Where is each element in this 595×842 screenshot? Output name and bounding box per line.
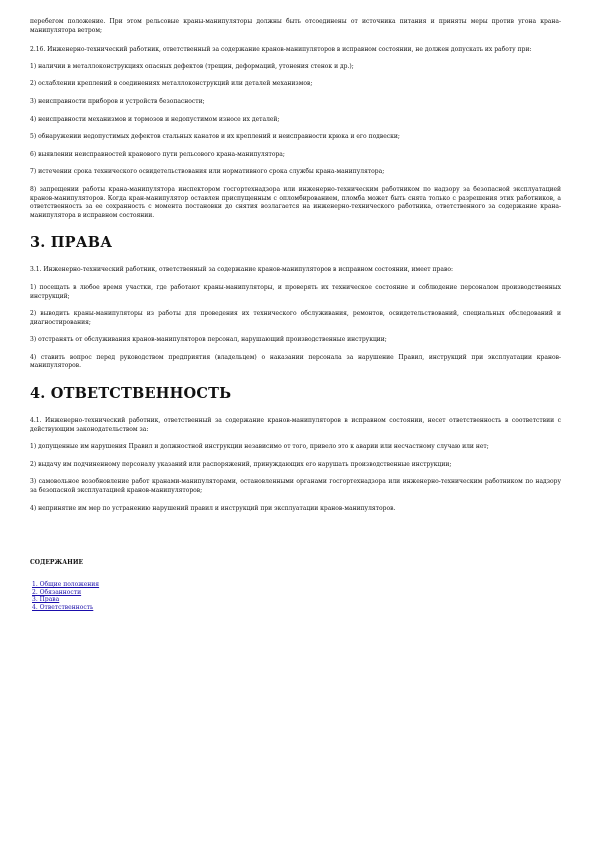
table-of-contents xyxy=(32,581,561,611)
list-item-4-1-3: 3) самовольное возобновление работ кранами-манипуляторами, остановленными органами госгортехнадзора или инженерно-техническим работником по надзору за безопасной эксплуатацией кранов-манипуляторов; xyxy=(30,478,561,495)
list-item-3-1-4: 4) ставить вопрос перед руководством предприятия (владельцем) о наказании персонала за нарушение Правил, инструкций при эксплуатации кранов-манипуляторов. xyxy=(30,353,561,370)
toc-link-general[interactable]: 1. Общие положения xyxy=(32,581,100,589)
list-item-4-1-1: 1) допущенные им нарушения Правил и должностной инструкции независимо от того, привело это к аварии или несчастному случаю или нет; xyxy=(30,443,489,451)
list-item-2-16-1: 1) наличии в металлоконструкциях опасных дефектов (трещин, деформаций, утонения стенок и др.); xyxy=(30,62,354,70)
paragraph-4-1: 4.1. Инженерно-технический работник, ответственный за содержание кранов-манипуляторов в исправном состоянии, несет ответственность в соответствии с действующим законодательством за: xyxy=(30,417,561,433)
toc-link-rights[interactable]: 3. Права xyxy=(32,596,60,604)
paragraph-continuation: перебегом положение. При этом рельсовые краны-манипуляторы должны быть отсоединены от источника питания и приняты меры против угона крана-манипулятора ветром; xyxy=(30,18,561,34)
section-heading-rights: 3. ПРАВА xyxy=(30,234,113,252)
list-item-2-16-2: 2) ослаблении креплений в соединениях металлоконструкций или деталей механизмов; xyxy=(30,80,313,88)
list-item-3-1-2: 2) выводить краны-манипуляторы из работы для проведения их технического обслуживания, ремонтов, освидетельствований, специальных обследований и диагностирования; xyxy=(30,310,561,326)
list-item-2-16-6: 6) выявлении неисправностей кранового пути рельсового крана-манипулятора; xyxy=(30,150,285,158)
toc-title: СОДЕРЖАНИЕ xyxy=(30,559,84,567)
toc-item xyxy=(32,604,561,612)
paragraph-2-16: 2.16. Инженерно-технический работник, ответственный за содержание кранов-манипуляторов в исправном состоянии, не должен допускать их работу при: xyxy=(30,46,532,54)
list-item-2-16-4: 4) неисправности механизмов и тормозов и недопустимом износе их деталей; xyxy=(30,115,280,123)
paragraph-3-1: 3.1. Инженерно-технический работник, ответственный за содержание кранов-манипуляторов в исправном состоянии, имеет право: xyxy=(30,266,453,274)
toc-link-responsibility[interactable]: 4. Ответственность xyxy=(32,604,94,611)
list-item-4-1-4: 4) непринятие им мер по устранению нарушений правил и инструкций при эксплуатации кранов-манипуляторов. xyxy=(30,504,396,512)
toc-item xyxy=(32,589,561,597)
section-heading-responsibility: 4. ОТВЕТСТВЕННОСТЬ xyxy=(30,385,232,403)
list-item-2-16-7: 7) истечении срока технического освидетельствования или нормативного срока службы крана-манипулятора; xyxy=(30,168,385,176)
list-item-2-16-3: 3) неисправности приборов и устройств безопасности; xyxy=(30,97,205,105)
list-item-3-1-3: 3) отстранять от обслуживания кранов-манипуляторов персонал, нарушающий производственные инструкции; xyxy=(30,336,387,344)
list-item-2-16-5: 5) обнаружении недопустимых дефектов стальных канатов и их креплений и неисправности крюка и его подвески; xyxy=(30,133,400,141)
toc-link-duties[interactable]: 2. Обязанности xyxy=(32,588,82,596)
toc-item xyxy=(32,581,561,589)
list-item-2-16-8: 8) запрещении работы крана-манипулятора инспектором госгортехнадзора или инженерно-техническим работником по надзору за безопасной эксплуатацией кранов-манипуляторов. Когда кран-манипулятор оставлен приспущенным с опломбированием, пломба может быть снята только с разрешения этих работников, а ответственность за ее сохранность с момента постановки до снятия возлагается на инженерно-технического работника, ответственного за содержание крана-манипулятора в исправном состоянии. xyxy=(30,185,561,219)
list-item-4-1-2: 2) выдачу им подчиненному персоналу указаний или распоряжений, принуждающих его нарушать производственные инструкции; xyxy=(30,460,452,468)
list-item-3-1-1: 1) посещать в любое время участки, где работают краны-манипуляторы, и проверять их техническое состояние и соблюдение персоналом производственных инструкций; xyxy=(30,283,561,300)
toc-item xyxy=(32,596,561,604)
